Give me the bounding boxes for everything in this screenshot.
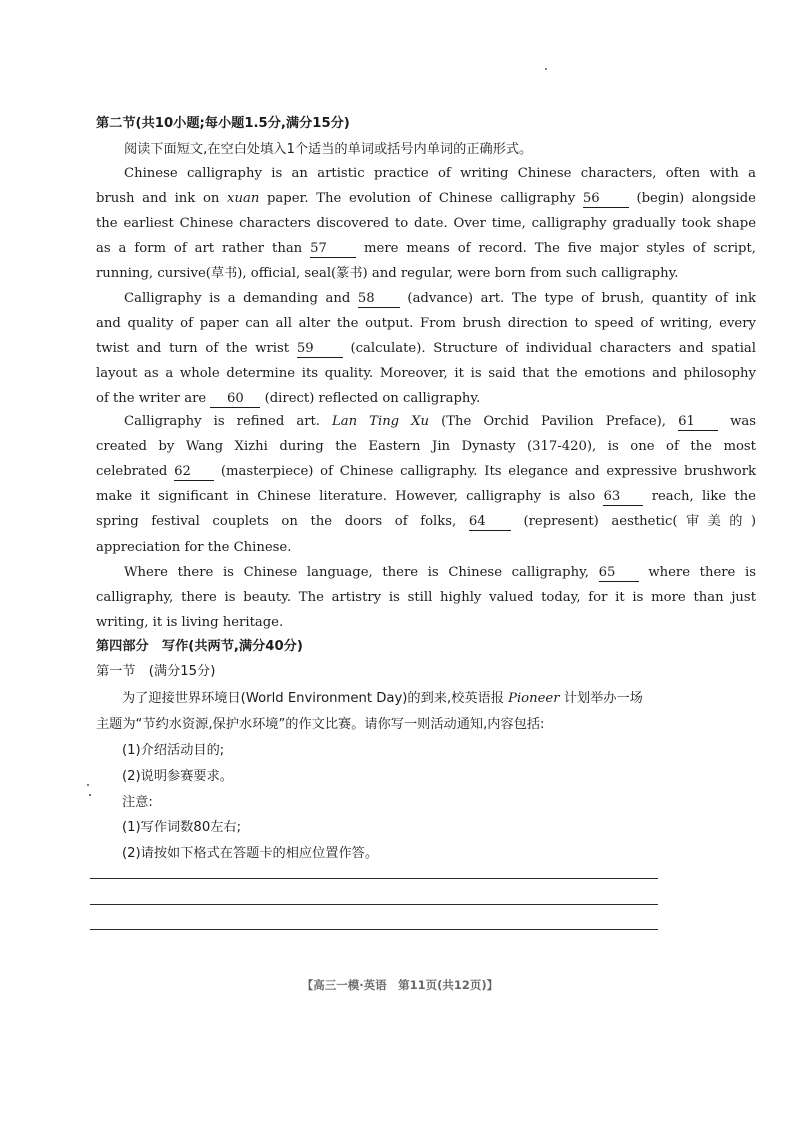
scan-speck bbox=[87, 784, 89, 786]
scan-speck bbox=[545, 68, 547, 70]
blank-56[interactable]: 56 bbox=[583, 191, 629, 208]
passage-line: celebrated 62 (masterpiece) of Chinese calligraphy. Its elegance and expressive brushwork bbox=[96, 464, 756, 479]
requirement-item: (1)介绍活动目的; bbox=[122, 743, 225, 758]
section-title: 第一节 (满分15分) bbox=[96, 664, 216, 679]
passage-line: spring festival couplets on the doors of folks, 64 (represent) aesthetic(审美的) bbox=[96, 514, 756, 529]
passage-line: writing, it is living heritage. bbox=[96, 615, 284, 630]
answer-line bbox=[90, 904, 658, 905]
note-item: (2)请按如下格式在答题卡的相应位置作答。 bbox=[122, 846, 379, 861]
answer-line bbox=[90, 929, 658, 930]
blank-62[interactable]: 62 bbox=[174, 464, 214, 481]
blank-65[interactable]: 65 bbox=[599, 565, 639, 582]
passage-line: layout as a whole determine its quality. Moreover, it is said that the emotions and philosophy bbox=[96, 366, 756, 381]
passage-line: running, cursive(草书), official, seal(篆书) and regular, were born from such calligraphy. bbox=[96, 266, 679, 281]
blank-61[interactable]: 61 bbox=[678, 414, 718, 431]
passage-line: Where there is Chinese language, there is Chinese calligraphy, 65 where there is bbox=[124, 565, 756, 580]
part-title: 第四部分 写作(共两节,满分40分) bbox=[96, 639, 303, 654]
passage-line: appreciation for the Chinese. bbox=[96, 540, 292, 555]
blank-64[interactable]: 64 bbox=[469, 514, 511, 531]
page-footer: 【高三一模·英语 第11页(共12页)】 bbox=[301, 978, 499, 992]
section-title: 第二节(共10小题;每小题1.5分,满分15分) bbox=[96, 116, 350, 131]
passage-line: of the writer are 60 (direct) reflected on calligraphy. bbox=[96, 391, 481, 406]
passage-line: Calligraphy is refined art. Lan Ting Xu (The Orchid Pavilion Preface), 61 was bbox=[124, 414, 757, 429]
passage-line: created by Wang Xizhi during the Eastern Jin Dynasty (317-420), is one of the most bbox=[96, 439, 756, 454]
passage-line: twist and turn of the wrist 59 (calculate). Structure of individual characters and spatial bbox=[96, 341, 757, 356]
writing-prompt-line: 主题为“节约水资源,保护水环境”的作文比赛。请你写一则活动通知,内容包括: bbox=[96, 717, 545, 732]
passage-line: the earliest Chinese characters discovered to date. Over time, calligraphy gradually took shape bbox=[96, 216, 756, 231]
blank-60[interactable]: 60 bbox=[210, 391, 260, 408]
section-instruction: 阅读下面短文,在空白处填入1个适当的单词或括号内单词的正确形式。 bbox=[124, 142, 533, 157]
blank-58[interactable]: 58 bbox=[358, 291, 400, 308]
requirement-item: (2)说明参赛要求。 bbox=[122, 769, 233, 784]
blank-63[interactable]: 63 bbox=[603, 489, 643, 506]
passage-line: and quality of paper can all alter the output. From brush direction to speed of writing, every bbox=[96, 316, 756, 331]
blank-59[interactable]: 59 bbox=[297, 341, 343, 358]
scan-speck bbox=[89, 794, 91, 796]
passage-line: calligraphy, there is beauty. The artistry is still highly valued today, for it is more than just bbox=[96, 590, 756, 605]
answer-line bbox=[90, 878, 658, 879]
writing-prompt-line: 为了迎接世界环境日(World Environment Day)的到来,校英语报 Pioneer 计划举办一场 bbox=[122, 691, 643, 706]
passage-line: brush and ink on xuan paper. The evolution of Chinese calligraphy 56 (begin) alongside bbox=[96, 191, 756, 206]
note-label: 注意: bbox=[122, 795, 153, 810]
passage-line: Chinese calligraphy is an artistic practice of writing Chinese characters, often with a bbox=[124, 166, 756, 181]
note-item: (1)写作词数80左右; bbox=[122, 820, 242, 835]
passage-line: as a form of art rather than 57 mere means of record. The five major styles of script, bbox=[96, 241, 756, 256]
passage-line: make it significant in Chinese literature. However, calligraphy is also 63 reach, like the bbox=[96, 489, 756, 504]
passage-line: Calligraphy is a demanding and 58 (advance) art. The type of brush, quantity of ink bbox=[124, 291, 756, 306]
blank-57[interactable]: 57 bbox=[310, 241, 356, 258]
